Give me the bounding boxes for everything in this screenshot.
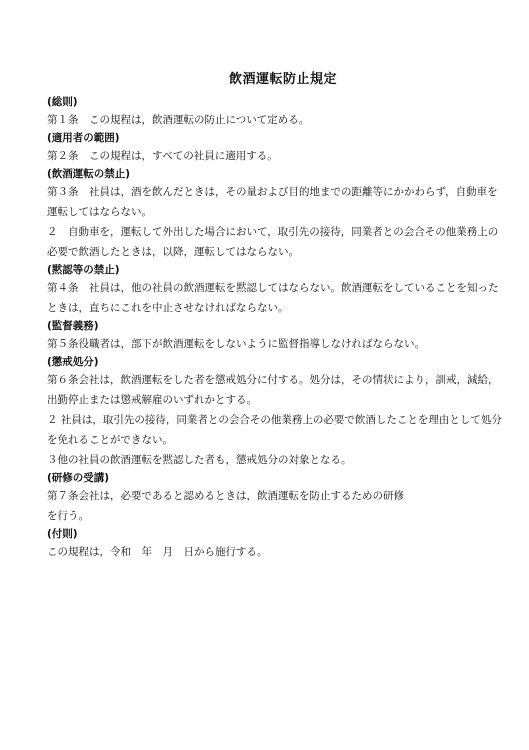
section-scope: [47, 130, 507, 166]
section-disciplinary-action: [47, 354, 507, 470]
section-tacit-approval-prohibition: [47, 262, 507, 318]
section-heading: (飲酒運転の禁止): [47, 168, 131, 180]
article-paragraph: ２ 自動車を，運転して外出した場合において，取引先の接待，同業者との会合その他業務上の必要で飲酒したときは，以降，運転してはならない。: [47, 226, 499, 258]
article-paragraph: を行う。: [47, 510, 89, 522]
article-paragraph: この規程は，令和 年 月 日から施行する。: [47, 546, 268, 558]
section-heading: (適用者の範囲): [47, 132, 120, 144]
article-paragraph: 第２条 この規程は，すべての社員に適用する。: [47, 150, 278, 162]
article-paragraph: 第３条 社員は，酒を飲んだときは，その量および目的地までの距離等にかかわらず，自動車を運転してはならない。: [47, 186, 498, 218]
article-paragraph: 第６条会社は，飲酒運転をした者を懲戒処分に付する。処分は，その情状により，訓戒，減給，出勤停止または懲戒解雇のいずれかとする。: [47, 374, 499, 406]
article-paragraph: ３他の社員の飲酒運転を黙認した者も，懲戒処分の対象となる。: [47, 454, 352, 466]
section-general: [47, 94, 507, 130]
section-heading: (付則): [47, 528, 78, 540]
section-heading: (黙認等の禁止): [47, 264, 120, 276]
section-heading: (研修の受講): [47, 472, 110, 484]
section-heading: (監督義務): [47, 320, 99, 332]
section-drunk-driving-prohibition: [47, 166, 507, 262]
article-paragraph: 第５条役職者は，部下が飲酒運転をしないように監督指導しなければならない。: [47, 338, 425, 350]
article-paragraph: 第４条 社員は，他の社員の飲酒運転を黙認してはならない。飲酒運転をしていることを知ったときは，直ちにこれを中止させなければならない。: [47, 282, 499, 314]
section-supervision-duty: [47, 318, 507, 354]
section-heading: (懲戒処分): [47, 356, 99, 368]
document-title: 飲酒運転防止規定: [228, 72, 337, 87]
article-paragraph: 第７条会社は，必要であると認めるときは，飲酒運転を防止するための研修: [47, 490, 404, 502]
section-supplementary: [47, 526, 507, 562]
section-training: [47, 470, 507, 526]
section-heading: (総則): [47, 96, 78, 108]
article-paragraph: 第１条 この規程は，飲酒運転の防止について定める。: [47, 114, 310, 126]
article-paragraph: ２ 社員は，取引先の接待，同業者との会合その他業務上の必要で飲酒したことを理由として処分を免れることができない。: [47, 414, 502, 446]
